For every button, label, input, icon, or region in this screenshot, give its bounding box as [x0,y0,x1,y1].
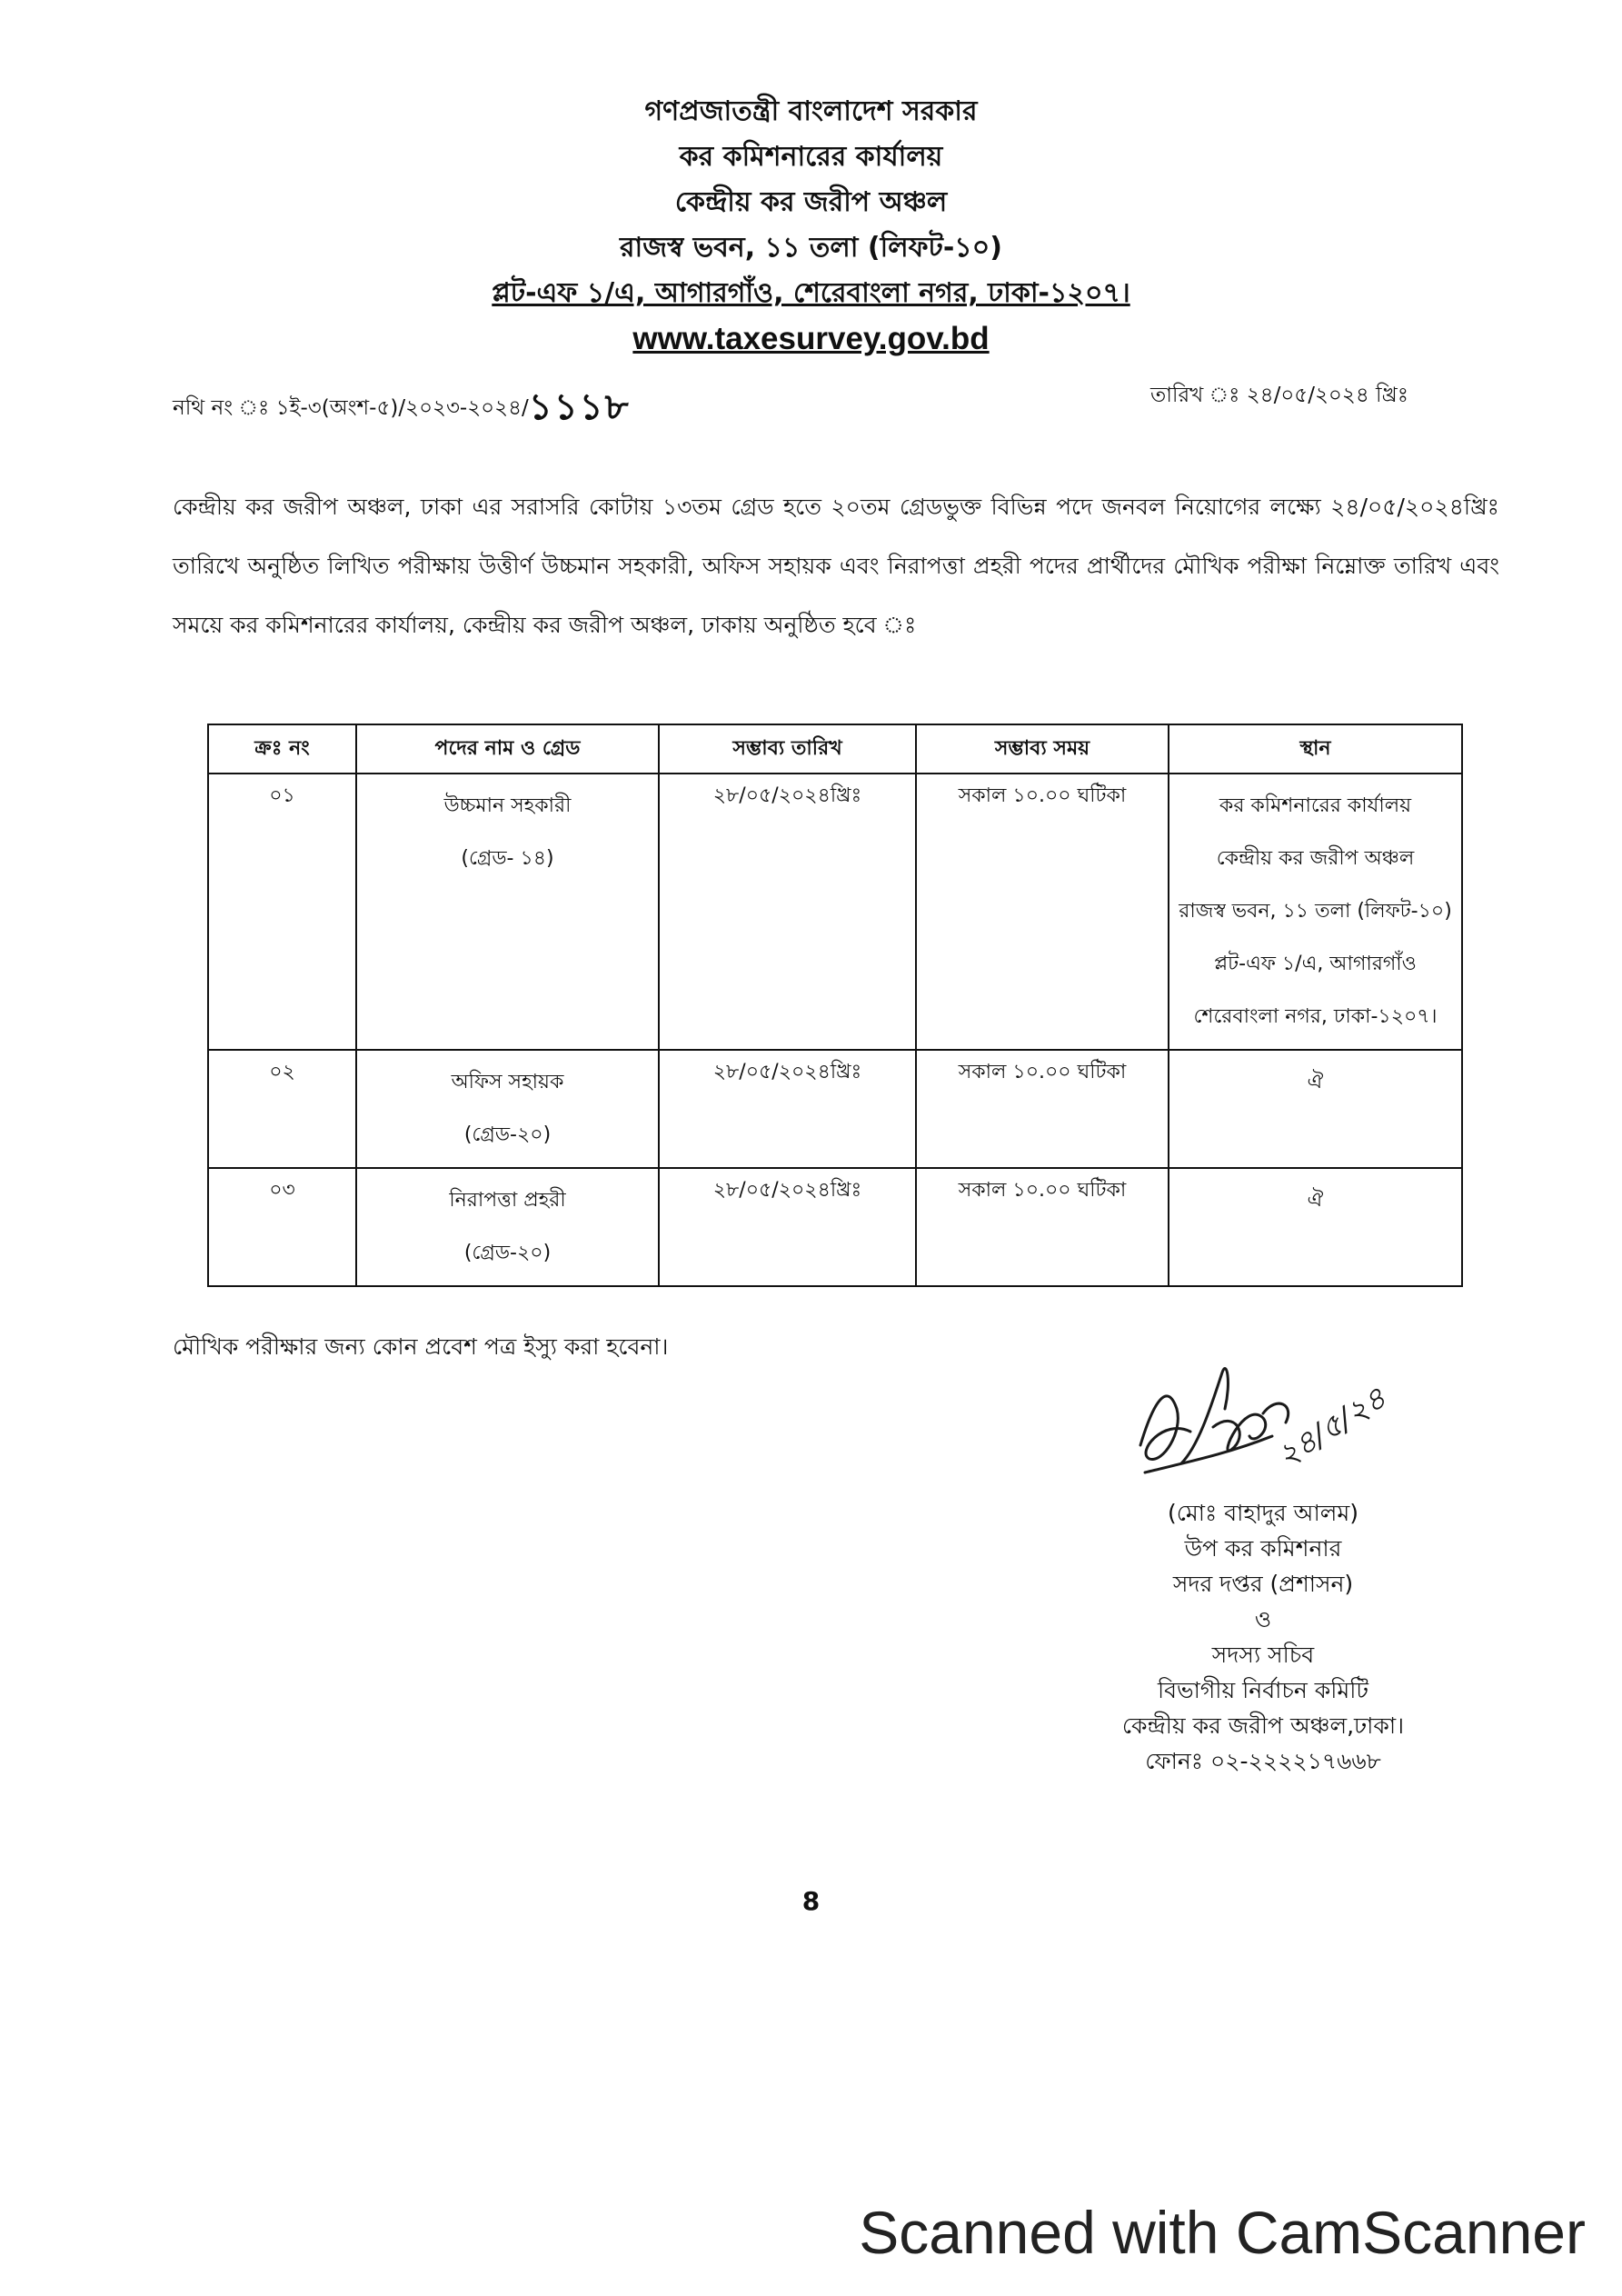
row-post [356,774,659,1050]
row-serial: ০১ [208,774,356,1050]
row-date: ২৮/০৫/২০২৪খ্রিঃ [659,1050,916,1168]
page-number: 8 [801,1886,821,1916]
row-time: সকাল ১০.০০ ঘটিকা [916,1050,1169,1168]
signatory-name: (মোঃ বাহাদুর আলম) [1167,1500,1359,1526]
venue-line: কর কমিশনারের কার্যালয় [1219,794,1412,817]
row-post [356,1050,659,1168]
table-row [208,1050,1462,1168]
memo-handwritten-number: ১১১৮ [528,385,631,428]
zone-name: কেন্দ্রীয় কর জরীপ অঞ্চল [674,186,948,218]
row-date: ২৮/০৫/২০২৪খ্রিঃ [659,1168,916,1286]
post-grade: (গ্রেড-২০) [463,1123,552,1146]
table-row [208,774,1462,1050]
post-grade: (গ্রেড-২০) [463,1242,552,1264]
signature-date: ২৪/৫/২৪ [1270,1380,1393,1475]
signatory-role: সদস্য সচিব [1211,1642,1315,1668]
venue-line: কেন্দ্রীয় কর জরীপ অঞ্চল [1216,847,1415,870]
row-time: সকাল ১০.০০ ঘটিকা [916,774,1169,1050]
office-name: কর কমিশনারের কার্যালয় [679,141,943,173]
row-serial: ০৩ [208,1168,356,1286]
venue-line: প্লট-এফ ১/এ, আগারগাঁও [1214,953,1417,975]
header-serial: ক্রঃ নং [208,724,356,774]
building-address: রাজস্ব ভবন, ১১ তলা (লিফট-১০) [620,232,1002,264]
signatory-designation: উপ কর কমিশনার [1184,1535,1342,1562]
post-name: নিরাপত্তা প্রহরী [449,1189,566,1212]
row-time: সকাল ১০.০০ ঘটিকা [916,1168,1169,1286]
header-venue: স্থান [1169,724,1462,774]
venue-same: ঐ [1307,1189,1324,1212]
signatory-office: কেন্দ্রীয় কর জরীপ অঞ্চল,ঢাকা। [1121,1712,1405,1739]
row-date: ২৮/০৫/২০২৪খ্রিঃ [659,774,916,1050]
row-post [356,1168,659,1286]
signatory-department: সদর দপ্তর (প্রশাসন) [1172,1571,1354,1597]
table-row [208,1168,1462,1286]
memo-label: নথি নং ঃ ১ই-৩(অংশ-৫)/২০২৩-২০২৪/ [173,396,529,420]
venue-line: শেরেবাংলা নগর, ঢাকা-১২০৭। [1193,1005,1438,1028]
handwritten-signature [1127,1345,1427,1500]
header-post: পদের নাম ও গ্রেড [356,724,659,774]
post-name: অফিস সহায়ক [451,1071,564,1093]
memo-number [173,378,631,439]
row-serial: ০২ [208,1050,356,1168]
table-header-row [208,724,1462,774]
signatory-block [1036,1495,1490,1779]
post-grade: (গ্রেড- ১৪) [461,847,554,870]
reference-row [173,374,1408,428]
row-venue [1169,1050,1462,1168]
header-time: সম্ভাব্য সময় [916,724,1169,774]
post-name: উচ্চমান সহকারী [443,794,572,817]
venue-line: রাজস্ব ভবন, ১১ তলা (লিফট-১০) [1179,900,1452,923]
row-venue [1169,1168,1462,1286]
letterhead [0,89,1622,362]
street-address: প্লট-এফ ১/এ, আগারগাঁও, শেরেবাংলা নগর, ঢাকা-১২০৭। [492,277,1130,309]
header-date: সম্ভাব্য তারিখ [659,724,916,774]
camscanner-watermark: Scanned with CamScanner [859,2199,1586,2266]
signatory-and: ও [1254,1606,1272,1632]
interview-schedule-table [207,724,1463,1287]
memo-date: তারিখ ঃ ২৪/০৫/২০২৪ খ্রিঃ [1149,384,1408,407]
website-link[interactable]: www.taxesurvey.gov.bd [632,321,990,356]
notice-body: কেন্দ্রীয় কর জরীপ অঞ্চল, ঢাকা এর সরাসরি কোটায় ১৩তম গ্রেড হতে ২০তম গ্রেডভুক্ত বিভিন্ন পদে জনবল নিয়োগের লক্ষ্যে ২৪/০৫/২০২৪খ্রিঃ তারিখে অনুষ্ঠিত লিখিত পরীক্ষায় উত্তীর্ণ উচ্চমান সহকারী, অফিস সহায়ক এবং নিরাপত্তা প্রহরী পদের প্রার্থীদের মৌখিক পরীক্ষা নিম্নোক্ত তারিখ এবং সময়ে কর কমিশনারের কার্যালয়, কেন্দ্রীয় কর জরীপ অঞ্চল, ঢাকায় অনুষ্ঠিত হবে ঃ [173,494,1499,638]
row-venue [1169,774,1462,1050]
govt-name: গণপ্রজাতন্ত্রী বাংলাদেশ সরকার [644,95,978,127]
signatory-committee: বিভাগীয় নির্বাচন কমিটি [1157,1677,1369,1703]
signatory-phone: ফোনঃ ০২-২২২২১৭৬৬৮ [1145,1748,1381,1774]
venue-same: ঐ [1307,1071,1324,1093]
admit-card-note: মৌখিক পরীক্ষার জন্য কোন প্রবেশ পত্র ইস্যু করা হবেনা। [173,1333,669,1360]
